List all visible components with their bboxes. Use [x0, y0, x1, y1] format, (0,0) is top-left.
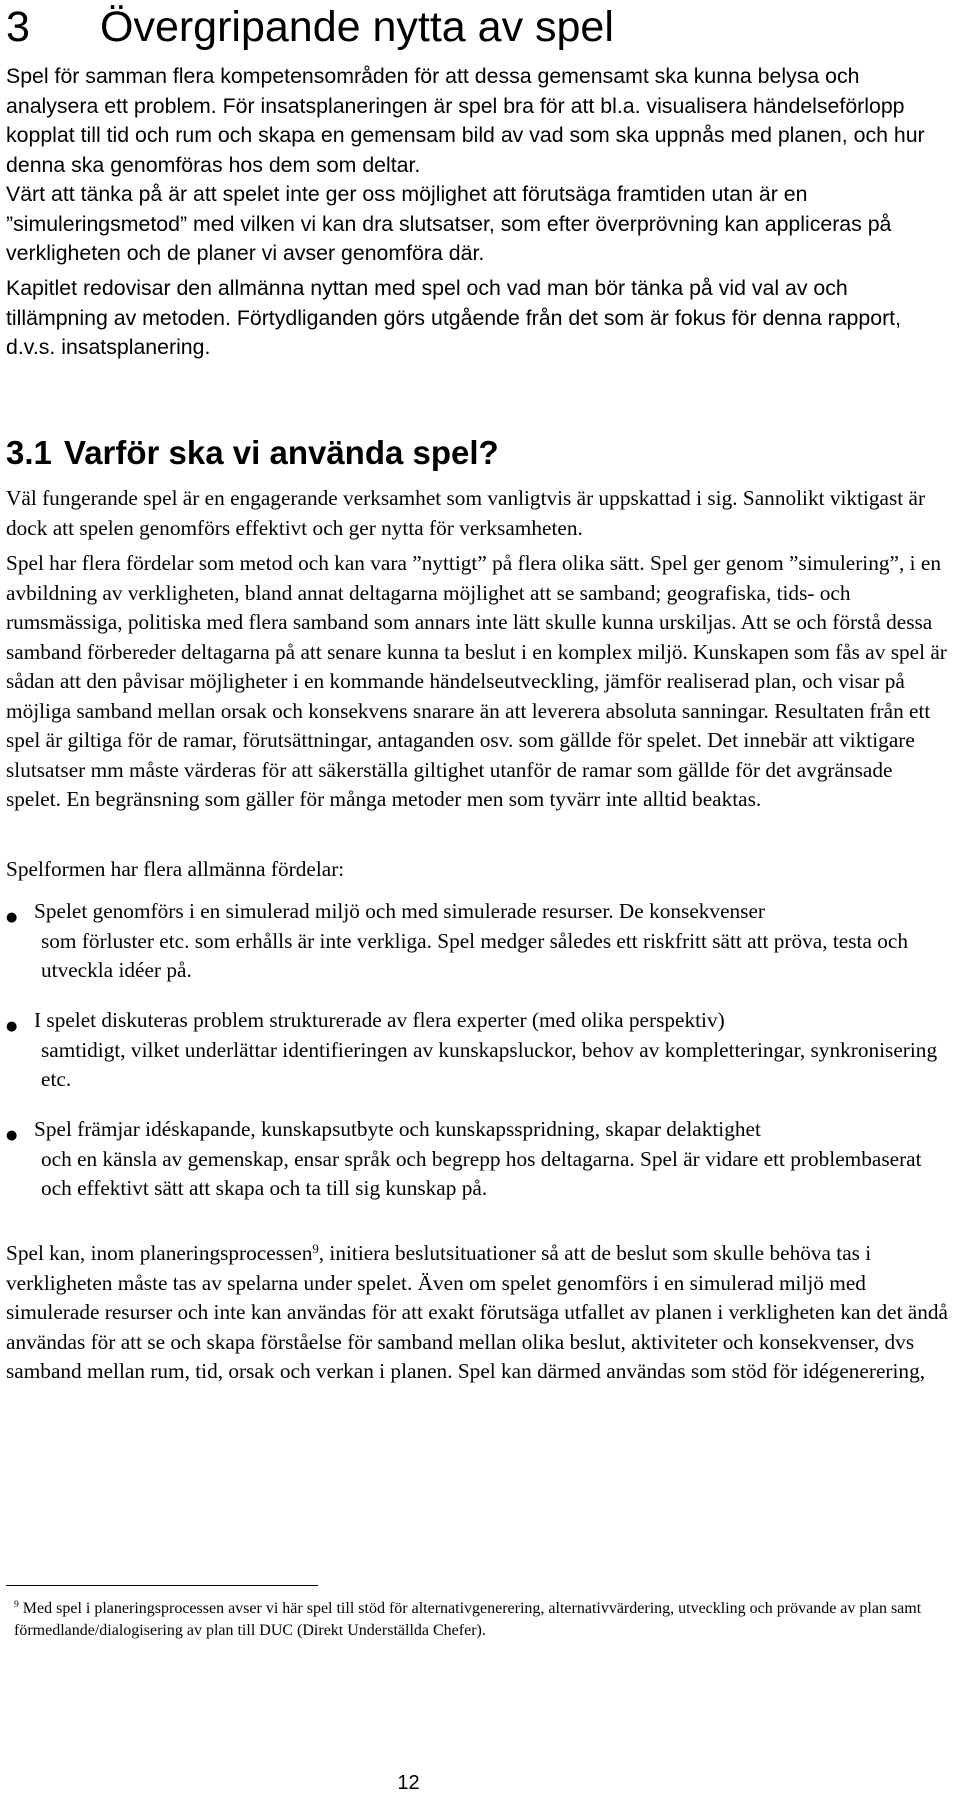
section-number: 3.1: [6, 434, 52, 471]
paragraph-text-start: Spel kan, inom planeringsprocessen: [6, 1241, 313, 1265]
intro-paragraph-2: Värt att tänka på är att spelet inte ger oss möjlighet att förutsäga framtiden utan är en ”simuleringsmetod” med vilken vi kan dra slutsatser, som efter överprövning kan appliceras på verkligheten och de planer vi avser genomföra där.: [6, 182, 892, 265]
bullet-icon: ●: [6, 1128, 18, 1143]
footnote: [14, 1598, 944, 1642]
list-item-continuation: samtidigt, vilket underlättar identifieringen av kunskapsluckor, behov av kompletteringar, synkronisering etc.: [41, 1037, 938, 1091]
section-paragraph-2: Spel har flera fördelar som metod och kan vara ”nyttigt” på flera olika sätt. Spel ger genom ”simulering”, i en avbildning av verkligheten, bland annat deltagarna möjlighet att se samband; geografiska, tids- och rumsmässiga, politiska med flera samband som annars inte lätt skulle kunna urskiljas. Att se och förstå dessa samband förbereder deltagarna på att senare kunna ta beslut i en komplex miljö. Kunskapen som fås av spel är sådan att den påvisar möjligheter i en kommande händelseutveckling, jämför realiserad plan, och visar på möjliga samband mellan orsak och konsekvens snarare än att leverera absoluta sanningar. Resultaten från ett spel är giltiga för de ramar, förutsättningar, antaganden osv. som gällde för spelet. Det innebär att viktigare slutsatser mm måste värderas för att säkerställa giltighet utanför de ramar som gällde för det avgränsade spelet. En begränsning som gäller för många metoder men som tyvärr inte alltid beaktas.: [6, 551, 947, 811]
section-title: Varför ska vi använda spel?: [64, 434, 499, 471]
list-item: [0, 1006, 955, 1095]
intro-paragraph-3: Kapitlet redovisar den allmänna nyttan med spel och vad man bör tänka på vid val av och tillämpning av metoden. Förtydliganden görs utgående från det som är fokus för denna rapport, d.v.s. insatsplanering.: [6, 276, 901, 359]
list-item-text: [34, 1115, 949, 1204]
list-item-first-line: Spel främjar idéskapande, kunskapsutbyte och kunskapsspridning, skapar delaktighet: [34, 1117, 761, 1141]
list-item-continuation: som förluster etc. som erhålls är inte verkliga. Spel medger således ett riskfritt sätt att pröva, testa och utveckla idéer på.: [41, 928, 908, 982]
chapter-title: Övergripande nytta av spel: [100, 3, 614, 51]
section-paragraph-3: Spelformen har flera allmänna fördelar:: [6, 857, 345, 881]
list-item: [0, 1115, 955, 1204]
chapter-heading: [6, 2, 614, 52]
footnote-reference: 9: [312, 1242, 319, 1256]
section-paragraph-4: [6, 1239, 951, 1387]
footnote-number: 9: [14, 1599, 19, 1610]
intro-paragraph-1: Spel för samman flera kompetensområden för att dessa gemensamt ska kunna belysa och analysera ett problem. För insatsplaneringen är spel bra för att bl.a. visualisera händelseförlopp kopplat till tid och rum och skapa en gemensam bild av vad som ska uppnås med planen, och hur denna ska genomföras hos dem som deltar.: [6, 64, 925, 177]
section-paragraph-1: Väl fungerande spel är en engagerande verksamhet som vanligtvis är uppskattad i sig. Sannolikt viktigast är dock att spelen genomförs effektivt och ger nytta för verksamheten.: [6, 486, 926, 540]
section-heading: [6, 433, 499, 473]
chapter-number: 3: [6, 3, 30, 51]
footnote-text: Med spel i planeringsprocessen avser vi här spel till stöd för alternativgenerering, alternativvärdering, utveckling och prövande av plan samt förmedlande/dialogisering av plan till DUC (Direkt Underställda Chefer).: [14, 1600, 922, 1639]
bullet-icon: ●: [6, 1019, 18, 1034]
list-item-continuation: och en känsla av gemenskap, ensar språk och begrepp hos deltagarna. Spel är vidare ett problembaserat och effektivt sätt att skapa och ta till sig kunskap på.: [41, 1146, 922, 1200]
list-item-first-line: I spelet diskuteras problem strukturerade av flera experter (med olika perspektiv): [34, 1008, 725, 1032]
list-item: [0, 897, 955, 986]
page-number: 12: [397, 1772, 420, 1794]
list-item-first-line: Spelet genomförs i en simulerad miljö och med simulerade resurser. De konsekvenser: [34, 899, 765, 923]
list-item-text: [34, 897, 949, 986]
list-item-text: [34, 1006, 949, 1095]
paragraph-text-end: , initiera beslutsituationer så att de beslut som skulle behöva tas i verkligheten måste tas av spelarna under spelet. Även om spelet genomförs i en simulerad miljö med simulerade resurser och inte kan användas för att exakt förutsäga utfallet av planen i verkligheten kan det ändå användas för att se och skapa förståelse för samband mellan olika beslut, aktiviteter och konsekvenser, dvs samband mellan rum, tid, orsak och verkan i planen. Spel kan därmed användas som stöd för idégenerering,: [6, 1241, 949, 1383]
footnote-divider: [6, 1585, 318, 1586]
bullet-icon: ●: [6, 910, 18, 925]
